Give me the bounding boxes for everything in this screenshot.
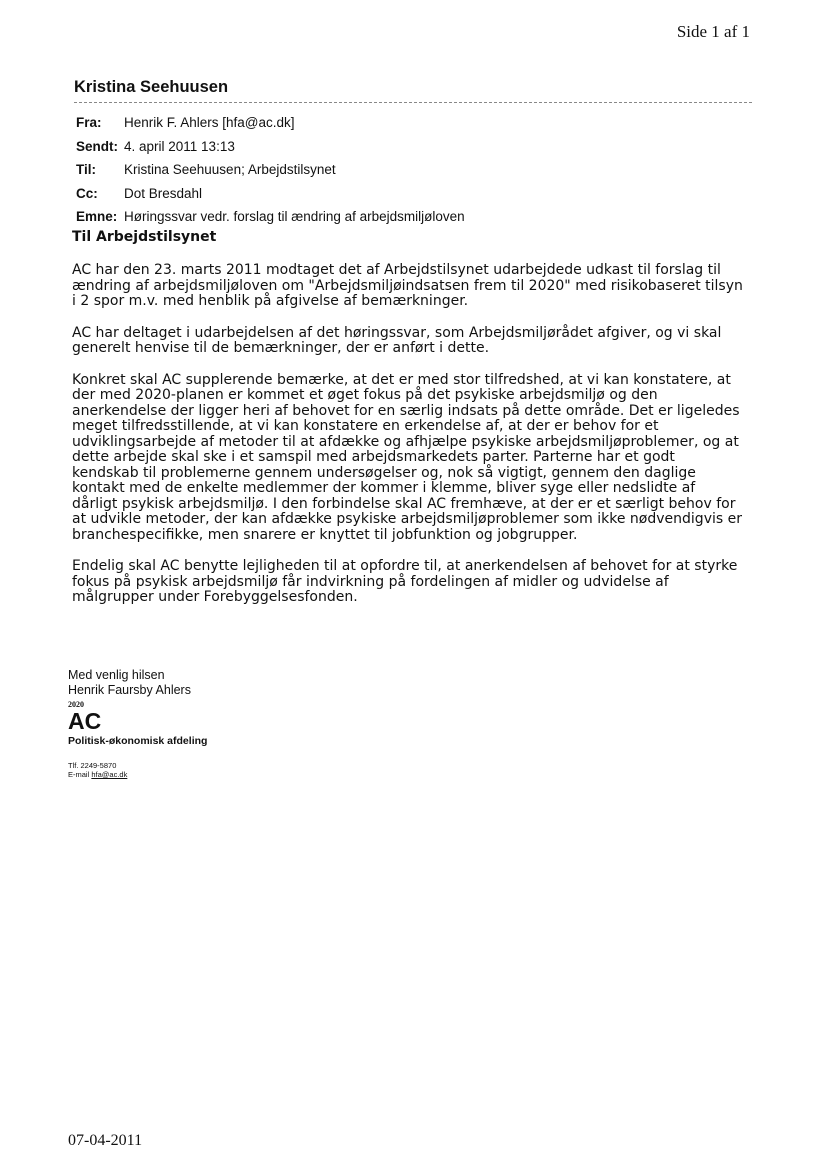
body-paragraph-1: AC har den 23. marts 2011 modtaget det af Arbejdstilsynet udarbejdede udkast til forslag til ændring af arbejdsmiljøloven om "Arbejdsmiljøindsatsen frem til 2020" med risikobaseret tilsyn i 2 spor m.v. med henblik på afgivelse af bemærkninger. xyxy=(72,262,743,309)
header-value-subject: Høringssvar vedr. forslag til ændring af arbejdsmiljøloven xyxy=(124,209,465,224)
header-value-from: Henrik F. Ahlers [hfa@ac.dk] xyxy=(124,115,295,130)
body-paragraph-3: Konkret skal AC supplerende bemærke, at det er med stor tilfredshed, at vi kan konstatere, at der med 2020-planen er kommet et øget fokus på det psykiske arbejdsmiljø og den anerkendelse der ligger heri af behovet for en særlig indsats på dette område. Det er ligeledes meget tilfredsstillende, at vi kan konstatere en erkendelse af, at der er behov for et udviklingsarbejde af metoder til at afdække og afhjælpe psykiske arbejdsmiljøproblemer, og at dette arbejde skal ske i et samspil med arbejdsmarkedets parter. Parterne har et godt kendskab til problemerne gennem undersøgelser og, nok så vigtigt, gennem den daglige kontakt med de enkelte medlemmer der kommer i klemme, bliver syge eller nedslidte af dårligt psykisk arbejdsmiljø. I den forbindelse skal AC fremhæve, at der er et særligt behov for at udvikle metoder, der kan afdække psykiske arbejdsmiljøproblemer som ikke nødvendigvis er branchespecifikke, men snarere er knyttet til jobfunktion og jobgrupper. xyxy=(72,371,742,543)
signature-email-link[interactable]: hfa@ac.dk xyxy=(91,770,128,779)
signature-closing: Med venlig hilsen xyxy=(68,668,165,682)
signature-year: 2020 xyxy=(68,700,84,709)
page-number: Side 1 af 1 xyxy=(676,22,750,41)
header-label-cc: Cc: xyxy=(76,185,98,201)
body-paragraph-4: Endelig skal AC benytte lejligheden til at opfordre til, at anerkendelsen af behovet for at styrke fokus på psykisk arbejdsmiljø får indvirkning på fordelingen af midler og udvidelse af målgrupper under Forebyggelsesfonden. xyxy=(72,558,738,605)
signature-block xyxy=(68,668,207,779)
letter-body xyxy=(72,263,744,622)
signature-email-line xyxy=(68,770,207,779)
signature-name: Henrik Faursby Ahlers xyxy=(68,683,191,697)
header-row-to xyxy=(76,162,465,186)
ac-logo: AC xyxy=(68,708,102,734)
signature-email-label: E-mail xyxy=(68,770,90,779)
header-row-sent xyxy=(76,139,465,163)
header-value-cc: Dot Bresdahl xyxy=(124,185,203,201)
header-row-from xyxy=(76,115,465,139)
header-label-sent: Sendt: xyxy=(76,138,118,154)
header-divider xyxy=(74,102,752,103)
header-value-sent: 4. april 2011 13:13 xyxy=(124,138,235,154)
header-label-subject: Emne: xyxy=(76,209,118,224)
signature-phone: Tlf. 2249-5870 xyxy=(68,761,117,770)
email-header xyxy=(76,115,465,233)
body-paragraph-2: AC har deltaget i udarbejdelsen af det høringssvar, som Arbejdsmiljørådet afgiver, og vi skal generelt henvise til de bemærkninger, der er anført i dette. xyxy=(72,324,722,356)
signature-department: Politisk-økonomisk afdeling xyxy=(68,735,208,747)
recipient-name: Kristina Seehuusen xyxy=(74,78,229,96)
header-label-to: Til: xyxy=(76,162,96,177)
footer-date: 07-04-2011 xyxy=(68,1132,143,1149)
letter-greeting: Til Arbejdstilsynet xyxy=(72,229,217,245)
header-value-to: Kristina Seehuusen; Arbejdstilsynet xyxy=(124,162,336,177)
header-row-cc xyxy=(76,186,465,210)
signature-contact xyxy=(68,761,207,779)
header-label-from: Fra: xyxy=(76,115,102,130)
